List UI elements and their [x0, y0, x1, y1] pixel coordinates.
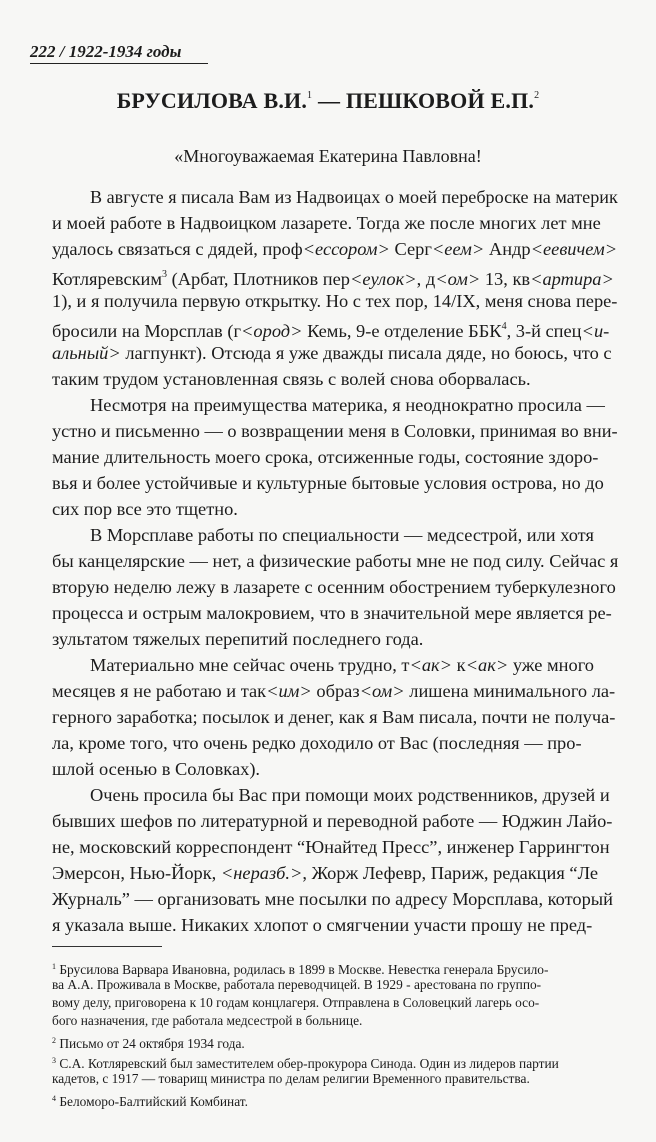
footnote-3-line: кадетов, с 1917 — товарищ министра по делам религии Временного правительства.	[52, 1071, 530, 1086]
body-line: удалось связаться с дядей, проф<ессором> Серг<еем> Андр<еевичем>	[52, 239, 618, 259]
footnote-ref: 2	[534, 90, 540, 101]
body-line: бы канцелярские — нет, а физические работы мне не под силу. Сейчас я	[52, 551, 619, 571]
body-line: герного заработка; посылок и денег, как я Вам писала, почти не получа-	[52, 707, 616, 727]
body-line: процесса и острым малокровием, что в значительной мере является ре-	[52, 603, 612, 623]
body-line: альный> лагпункт). Отсюда я уже дважды писала дяде, но боюсь, что с	[52, 343, 612, 363]
body-line: вья и более устойчивые и культурные бытовые условия острова, но до	[52, 473, 604, 493]
footnote-ref: 1	[307, 90, 313, 101]
body-line: шлой осенью в Соловках).	[52, 759, 261, 779]
footnote-1-line: бого назначения, где работала медсестрой в больнице.	[52, 1013, 363, 1028]
body-line: зультатом тяжелых перепитий последнего года.	[52, 629, 424, 649]
body-line: мание длительность моего срока, отсиженные годы, состояние здоро-	[52, 447, 599, 467]
footnote-1-line: ва А.А. Проживала в Москве, работала переводчицей. В 1929 - арестована по группо-	[52, 977, 542, 992]
body-line: я указала выше. Никаких хлопот о смягчении участи прошу не пред-	[52, 915, 593, 935]
footnote-1-line: вому делу, приговорена к 10 годам концлагеря. Отправлена в Соловецкий лагерь осо-	[52, 995, 540, 1010]
body-line: Несмотря на преимущества материка, я неоднократно просила —	[90, 395, 605, 415]
footnote-4: $^4$ Беломоро-Балтийский Комбинат.	[52, 1094, 248, 1109]
body-line: бывших шефов по литературной и переводной работе — Юджин Лайо-	[52, 811, 613, 831]
body-line: Журналь” — организовать мне посылки по адресу Морсплава, который	[52, 889, 613, 909]
body-line: Котляревским$^3$ (Арбат, Плотников пер<еулок>, д<ом> 13, кв<артира>	[52, 269, 614, 289]
body-line: В августе я писала Вам из Надвоицах о моей переброске на материк	[90, 187, 618, 207]
body-line: сих пор все это тщетно.	[52, 499, 238, 519]
body-line: Очень просила бы Вас при помощи моих родственников, друзей и	[90, 785, 610, 805]
body-line: таким трудом установленная связь с волей снова оборвалась.	[52, 369, 531, 389]
body-line: вторую неделю лежу в лазарете с осенним обострением туберкулезного	[52, 577, 616, 597]
footnote-3: $^3$ С.А. Котляревский был заместителем обер-прокурора Синода. Один из лидеров партии	[52, 1056, 559, 1071]
body-line: и моей работе в Надвоицком лазарете. Тогда же после многих лет мне	[52, 213, 601, 233]
body-line: В Морсплаве работы по специальности — медсестрой, или хотя	[90, 525, 594, 545]
letter-title: БРУСИЛОВА В.И.$^1$ — ПЕШКОВОЙ Е.П.$^2$	[116, 88, 540, 113]
body-line: месяцев я не работаю и так<им> образ<ом> лишена минимального ла-	[52, 681, 616, 701]
body-line: Материально мне сейчас очень трудно, т<ак> к<ак> уже много	[90, 655, 594, 675]
body-line: 1), и я получила первую открытку. Но с тех пор, 14/IX, меня снова пере-	[52, 291, 618, 311]
body-line: Эмерсон, Нью-Йорк, <неразб.>, Жорж Лефевр, Париж, редакция “Ле	[52, 863, 599, 883]
body-line: бросили на Морсплав (г<ород> Кемь, 9-е отделение ББК$^4$, 3-й спец<и-	[52, 321, 610, 341]
footnote-divider	[52, 946, 162, 947]
body-line: устно и письменно — о возвращении меня в Соловки, принимая во вни-	[52, 421, 618, 441]
greeting: «Многоуважаемая Екатерина Павловна!	[174, 146, 482, 166]
body-line: не, московский корреспондент “Юнайтед Пресс”, инженер Гаррингтон	[52, 837, 610, 857]
footnote-2: $^2$ Письмо от 24 октября 1934 года.	[52, 1036, 245, 1051]
running-header: 222 / 1922-1934 годы	[30, 42, 208, 64]
footnote-1: $^1$ Брусилова Варвара Ивановна, родилась в 1899 в Москве. Невестка генерала Брусило-	[52, 962, 549, 977]
body-line: ла, кроме того, что очень редко доходило от Вас (последняя — про-	[52, 733, 582, 753]
